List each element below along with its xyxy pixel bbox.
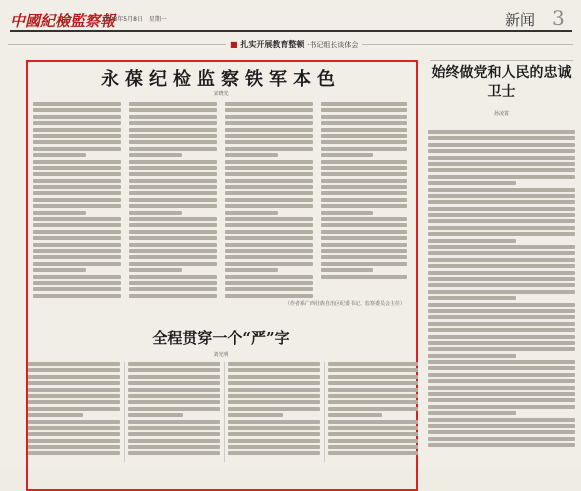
column-tag (226, 39, 362, 50)
text-line (33, 262, 121, 266)
text-line (321, 243, 407, 247)
text-line (225, 217, 313, 221)
main-byline: 宋晓光 (213, 91, 229, 97)
text-line (33, 294, 121, 298)
column-divider (224, 362, 225, 462)
text-line (28, 362, 120, 366)
text-line (321, 108, 407, 112)
newspaper-logo: 中國紀檢監察報 (10, 12, 116, 30)
text-line (428, 239, 516, 243)
text-line (428, 366, 575, 370)
text-line (228, 420, 320, 424)
column-divider (124, 362, 125, 462)
text-line (28, 388, 120, 392)
text-line (228, 451, 320, 455)
side-headline[interactable]: 始终做党和人民的忠诚卫士 (431, 65, 572, 100)
text-line (328, 445, 418, 449)
text-line (129, 185, 217, 189)
text-line (321, 160, 407, 164)
text-line (225, 128, 313, 132)
text-line (228, 400, 320, 404)
main-article-body (33, 102, 409, 312)
text-line (428, 226, 575, 230)
text-line (428, 386, 575, 390)
text-line (33, 102, 121, 106)
text-line (128, 445, 220, 449)
text-line (129, 275, 217, 279)
text-line (225, 179, 313, 183)
text-line (428, 322, 575, 326)
text-line (428, 379, 575, 383)
text-line (129, 223, 217, 227)
column-subtitle: ·书记组长谈体会 (307, 41, 359, 49)
text-line (33, 204, 121, 208)
text-line (128, 368, 220, 372)
text-line (428, 207, 575, 211)
text-line (428, 264, 575, 268)
text-line (321, 249, 407, 253)
text-line (228, 375, 320, 379)
text-line (225, 230, 313, 234)
text-line (321, 128, 407, 132)
text-line (129, 128, 217, 132)
text-line (328, 400, 418, 404)
text-line (128, 394, 220, 398)
text-line (428, 213, 575, 217)
text-line (225, 275, 313, 279)
text-line (33, 281, 121, 285)
text-line (33, 134, 121, 138)
text-line (328, 394, 418, 398)
text-line (321, 236, 407, 240)
text-line (228, 381, 320, 385)
text-line (225, 172, 313, 176)
text-line (321, 147, 407, 151)
text-line (225, 160, 313, 164)
column-title: 扎实开展教育整顿 (240, 40, 305, 49)
masthead (0, 0, 581, 36)
text-line (428, 335, 575, 339)
text-line (128, 426, 220, 430)
text-line (129, 147, 217, 151)
text-line (225, 287, 313, 291)
text-line (225, 153, 278, 157)
text-line (28, 400, 120, 404)
text-line (428, 149, 575, 153)
text-line (128, 381, 220, 385)
text-line (129, 236, 217, 240)
text-line (225, 140, 313, 144)
masthead-rule (10, 30, 572, 32)
text-line (129, 140, 217, 144)
text-line (129, 243, 217, 247)
text-line (129, 281, 217, 285)
text-line (225, 121, 313, 125)
text-line (28, 426, 120, 430)
text-line (33, 191, 121, 195)
text-line (228, 426, 320, 430)
text-line (321, 166, 407, 170)
text-line (225, 166, 313, 170)
text-line (328, 388, 418, 392)
text-line (228, 407, 320, 411)
text-line (225, 281, 313, 285)
text-line (321, 179, 407, 183)
text-column (28, 362, 120, 462)
text-line (428, 392, 575, 396)
text-line (28, 432, 120, 436)
text-line (33, 255, 121, 259)
text-column (129, 102, 217, 312)
text-line (428, 245, 575, 249)
text-line (33, 211, 86, 215)
text-line (321, 255, 407, 259)
column-divider (324, 362, 325, 462)
text-line (28, 445, 120, 449)
text-line (33, 160, 121, 164)
text-line (328, 426, 418, 430)
text-line (33, 166, 121, 170)
text-line (225, 249, 313, 253)
text-line (33, 140, 121, 144)
text-line (225, 134, 313, 138)
text-line (321, 172, 407, 176)
text-line (225, 147, 313, 151)
text-line (428, 194, 575, 198)
text-line (428, 143, 575, 147)
text-line (225, 262, 313, 266)
text-line (225, 255, 313, 259)
text-line (321, 134, 407, 138)
text-line (129, 102, 217, 106)
text-line (128, 375, 220, 379)
text-line (428, 277, 575, 281)
column-bar (8, 38, 573, 50)
text-line (33, 198, 121, 202)
text-line (428, 347, 575, 351)
text-line (225, 223, 313, 227)
text-line (225, 115, 313, 119)
text-line (225, 198, 313, 202)
text-line (129, 121, 217, 125)
text-line (328, 432, 418, 436)
text-line (228, 368, 320, 372)
text-line (129, 217, 217, 221)
text-line (128, 439, 220, 443)
text-line (129, 268, 182, 272)
text-line (33, 287, 121, 291)
text-line (129, 166, 217, 170)
text-line (428, 271, 575, 275)
text-line (129, 211, 182, 215)
text-line (129, 230, 217, 234)
text-line (33, 243, 121, 247)
text-line (428, 200, 575, 204)
text-line (328, 439, 418, 443)
text-line (128, 388, 220, 392)
text-line (33, 275, 121, 279)
text-line (225, 204, 313, 208)
text-line (28, 375, 120, 379)
text-line (28, 381, 120, 385)
text-line (328, 375, 418, 379)
text-line (428, 162, 575, 166)
text-line (129, 179, 217, 183)
text-line (225, 108, 313, 112)
text-line (321, 204, 407, 208)
issue-date: 2023年5月8日 星期一 (102, 16, 167, 23)
text-column (328, 362, 418, 462)
text-line (428, 303, 575, 307)
text-line (228, 388, 320, 392)
text-line (321, 223, 407, 227)
lower-headline[interactable]: 全程贯穿一个“严”字 (152, 329, 290, 347)
text-line (428, 188, 575, 192)
text-line (129, 255, 217, 259)
text-line (428, 156, 575, 160)
text-line (428, 341, 575, 345)
text-line (129, 287, 217, 291)
text-column (228, 362, 320, 462)
text-line (33, 236, 121, 240)
text-line (225, 236, 313, 240)
text-column (128, 362, 220, 462)
text-line (33, 230, 121, 234)
text-line (225, 211, 278, 215)
text-line (428, 168, 575, 172)
text-line (28, 368, 120, 372)
text-line (428, 136, 575, 140)
text-line (33, 121, 121, 125)
text-column (33, 102, 121, 312)
text-line (328, 381, 418, 385)
text-line (129, 108, 217, 112)
text-line (128, 407, 220, 411)
text-line (28, 439, 120, 443)
text-line (328, 407, 418, 411)
side-article-body (428, 130, 575, 460)
text-column (225, 102, 313, 312)
text-line (428, 437, 575, 441)
text-line (33, 179, 121, 183)
text-line (428, 130, 575, 134)
text-line (225, 102, 313, 106)
text-line (228, 413, 283, 417)
text-line (428, 405, 575, 409)
page-number: 3 (552, 6, 565, 30)
text-line (225, 294, 313, 298)
text-line (128, 400, 220, 404)
text-line (321, 217, 407, 221)
text-line (33, 108, 121, 112)
text-line (33, 147, 121, 151)
text-line (225, 191, 313, 195)
text-line (225, 268, 278, 272)
text-line (321, 115, 407, 119)
text-line (129, 172, 217, 176)
text-line (428, 354, 516, 358)
text-line (328, 420, 418, 424)
text-line (28, 413, 83, 417)
text-line (128, 362, 220, 366)
text-line (428, 373, 575, 377)
text-line (228, 445, 320, 449)
text-line (33, 128, 121, 132)
text-line (428, 328, 575, 332)
side-article-rule (430, 60, 573, 61)
text-line (321, 153, 373, 157)
text-line (129, 204, 217, 208)
text-line (428, 315, 575, 319)
text-line (228, 439, 320, 443)
text-line (328, 451, 418, 455)
lower-article-body (28, 362, 420, 462)
text-line (428, 175, 575, 179)
text-line (428, 424, 575, 428)
text-line (428, 360, 575, 364)
column-mark-icon: ■ (230, 40, 238, 49)
text-line (428, 398, 575, 402)
text-line (33, 153, 86, 157)
text-line (428, 258, 575, 262)
text-line (129, 294, 217, 298)
text-line (321, 102, 407, 106)
text-line (321, 198, 407, 202)
text-line (328, 362, 418, 366)
text-line (129, 262, 217, 266)
text-line (428, 411, 516, 415)
text-line (428, 181, 516, 185)
lower-byline: 刘光明 (213, 352, 229, 358)
text-line (129, 134, 217, 138)
text-line (321, 185, 407, 189)
text-line (321, 275, 407, 279)
text-column (321, 102, 407, 292)
text-line (321, 268, 373, 272)
text-line (33, 249, 121, 253)
text-line (321, 211, 373, 215)
text-line (28, 394, 120, 398)
text-line (321, 262, 407, 266)
text-line (33, 185, 121, 189)
text-line (225, 185, 313, 189)
text-line (228, 362, 320, 366)
text-line (33, 268, 86, 272)
text-line (28, 451, 120, 455)
text-line (328, 413, 382, 417)
text-line (428, 251, 575, 255)
text-line (33, 172, 121, 176)
text-line (129, 153, 182, 157)
section-name: 新闻 (505, 11, 536, 29)
text-line (321, 121, 407, 125)
text-line (321, 230, 407, 234)
text-line (28, 420, 120, 424)
text-line (428, 443, 575, 447)
text-line (428, 430, 575, 434)
main-footnote: （作者系广西壮族自治区纪委书记、监察委员会主任） (285, 301, 406, 307)
text-line (33, 223, 121, 227)
main-headline[interactable]: 永葆纪检监察铁军本色 (101, 69, 341, 90)
text-line (128, 420, 220, 424)
text-line (28, 407, 120, 411)
text-line (225, 243, 313, 247)
text-line (128, 451, 220, 455)
text-line (129, 191, 217, 195)
text-line (129, 249, 217, 253)
text-line (33, 115, 121, 119)
text-line (428, 418, 575, 422)
text-line (428, 296, 516, 300)
text-line (228, 432, 320, 436)
text-line (128, 432, 220, 436)
text-line (428, 283, 575, 287)
side-byline: 孙凌霄 (493, 111, 509, 117)
text-line (129, 160, 217, 164)
text-line (128, 413, 183, 417)
text-line (33, 217, 121, 221)
text-line (428, 290, 575, 294)
text-line (129, 115, 217, 119)
text-line (321, 140, 407, 144)
text-line (129, 198, 217, 202)
text-line (321, 191, 407, 195)
text-line (328, 368, 418, 372)
text-line (428, 232, 575, 236)
text-line (428, 309, 575, 313)
text-line (428, 219, 575, 223)
text-line (228, 394, 320, 398)
